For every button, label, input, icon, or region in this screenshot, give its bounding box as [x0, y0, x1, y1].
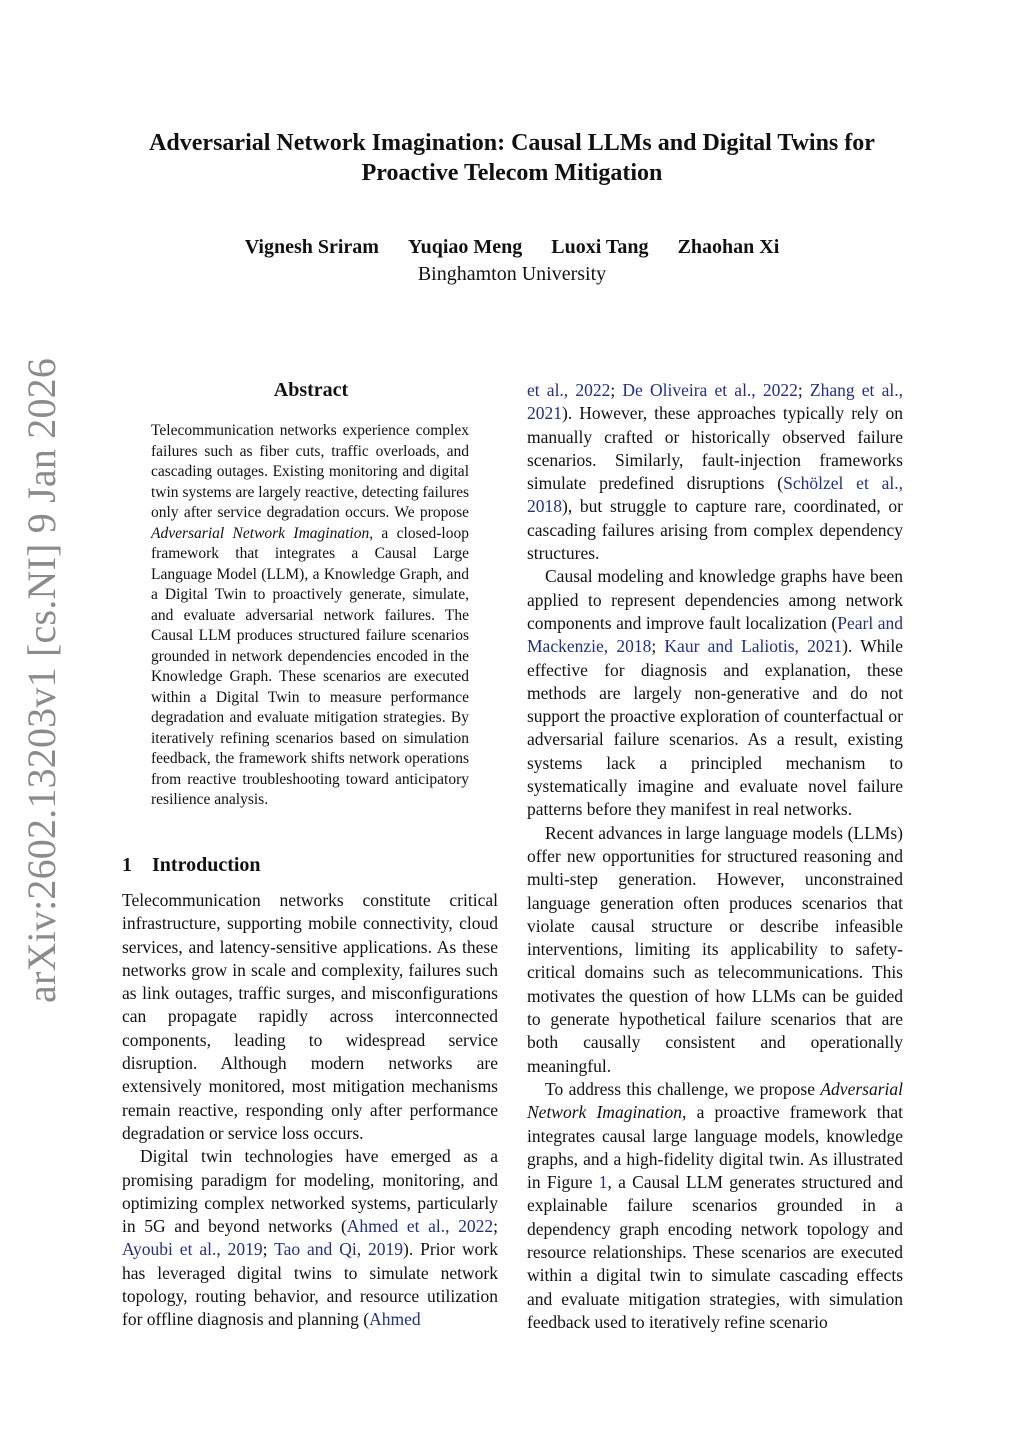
abstract-text: Telecommunication networks experience complex failures such as fiber cuts, traffic overloads, and cascading outages. Existing monitoring and digital twin systems are largely reactive, detecting failures only after service degradation occurs. We propose: [151, 422, 469, 521]
arxiv-identifier-stamp: arXiv:2602.13203v1 [cs.NI] 9 Jan 2026: [19, 357, 64, 1003]
citation-link[interactable]: Kaur and Laliotis, 2021: [664, 636, 843, 657]
body-text: Causal modeling and knowledge graphs have been applied to represent dependencies among network components and improve fault localization (: [527, 566, 903, 633]
abstract-text: , a closed-loop framework that integrates a Causal Large Language Model (LLM), a Knowledge Graph, and a Digital Twin to proactively generate, simulate, and evaluate adversarial network failures. The Causal LLM produces structured failure scenarios grounded in network dependencies encoded in the Knowledge Graph. These scenarios are executed within a Digital Twin to measure performance degradation and evaluate mitigation strategies. By iteratively refining scenarios based on simulation feedback, the framework shifts network operations from reactive troubleshooting toward anticipatory resilience analysis.: [151, 524, 469, 808]
body-text: ). Prior work has leveraged digital twins to simulate network topology, routing behavior, and resource utilization for offline diagnosis and planning (: [122, 1239, 498, 1330]
citation-link[interactable]: Pearl and Mackenzie, 2018: [527, 612, 903, 657]
figure-reference-link[interactable]: 1: [598, 1172, 608, 1193]
right-column: [527, 379, 903, 1334]
author-name: Luoxi Tang: [551, 236, 649, 258]
citation-separator: ;: [262, 1239, 275, 1260]
citation-link[interactable]: Ahmed et al., 2022: [346, 1216, 494, 1237]
intro-paragraph: [527, 1078, 903, 1334]
citation-link[interactable]: Schölzel et al., 2018: [527, 473, 903, 517]
body-text: ), but struggle to capture rare, coordinated, or cascading failures arising from complex dependency structures.: [527, 496, 903, 564]
citation-separator: ;: [610, 380, 623, 400]
intro-paragraph: Recent advances in large language models (LLMs) offer new opportunities for structured reasoning and multi-step generation. However, unconstrained language generation often produces scenarios that violate causal structure or describe infeasible interventions, limiting its applicability to safety-critical domains such as telecommunications. This motivates the question of how LLMs can be guided to generate hypothetical failure scenarios that are both causally consistent and operationally meaningful.: [527, 822, 903, 1076]
citation-link[interactable]: Tao and Qi, 2019: [274, 1239, 403, 1260]
paper-title: Adversarial Network Imagination: Causal LLMs and Digital Twins for Proactive Telecom Mitigation: [149, 130, 875, 186]
framework-name: Adversarial Network Imagination: [151, 524, 370, 542]
intro-paragraph: [527, 565, 903, 821]
body-text: Digital twin technologies have emerged as a promising paradigm for modeling, monitoring, and optimizing complex networked systems, particularly in 5G and beyond networks (: [122, 1146, 498, 1237]
section-title: Introduction: [152, 854, 261, 876]
author-name: Yuqiao Meng: [407, 236, 523, 258]
section-heading-introduction: [122, 852, 261, 878]
citation-link[interactable]: De Oliveira et al., 2022: [622, 380, 798, 400]
abstract-heading: Abstract: [273, 379, 349, 401]
intro-paragraph: [122, 1145, 498, 1331]
author-list: [110, 234, 914, 260]
citation-separator: ;: [493, 1216, 498, 1237]
citation-separator: ;: [797, 380, 810, 400]
author-name: Zhaohan Xi: [677, 236, 780, 258]
body-text: , a proactive framework that integrates causal large language models, knowledge graphs, and a high-fidelity digital twin. As illustrated in Figure: [527, 1102, 903, 1193]
citation-link[interactable]: Ahmed: [369, 1309, 421, 1330]
citation-link[interactable]: et al., 2022: [527, 380, 611, 400]
affiliation: Binghamton University: [417, 263, 607, 285]
framework-name: Adversarial Network Imagination: [527, 1078, 903, 1123]
body-text: , a Causal LLM generates structured and explainable failure scenarios grounded in a dependency graph encoding network topology and resource relationships. These scenarios are executed within a digital twin to simulate cascading effects and evaluate mitigation strategies, with simulation feedback used to iteratively refine scenario: [527, 1172, 903, 1332]
abstract-body: [151, 421, 469, 811]
citation-link[interactable]: Zhang et al., 2021: [527, 380, 903, 424]
left-column: [122, 889, 498, 1332]
section-number: 1: [122, 854, 132, 876]
body-text: ). While effective for diagnosis and explanation, these methods are largely non-generative and do not support the proactive exploration of counterfactual or adversarial failure scenarios. As a result, existing systems lack a principled mechanism to systematically imagine and evaluate novel failure patterns before they manifest in real networks.: [527, 636, 903, 820]
body-text: To address this challenge, we propose: [545, 1078, 821, 1099]
citation-link[interactable]: Ayoubi et al., 2019: [122, 1239, 263, 1260]
intro-paragraph-continued: [527, 379, 903, 565]
citation-separator: ;: [651, 636, 665, 657]
intro-paragraph: Telecommunication networks constitute critical infrastructure, supporting mobile connectivity, cloud services, and latency-sensitive applications. As these networks grow in scale and complexity, failures such as link outages, traffic surges, and misconfigurations can propagate rapidly across interconnected components, leading to widespread service disruption. Although modern networks are extensively monitored, most mitigation mechanisms remain reactive, responding only after performance degradation or service loss occurs.: [122, 890, 498, 1143]
author-name: Vignesh Sriram: [244, 236, 379, 258]
body-text: ). However, these approaches typically rely on manually crafted or historically observed failure scenarios. Similarly, fault-injection frameworks simulate predefined disruptions (: [527, 403, 903, 494]
